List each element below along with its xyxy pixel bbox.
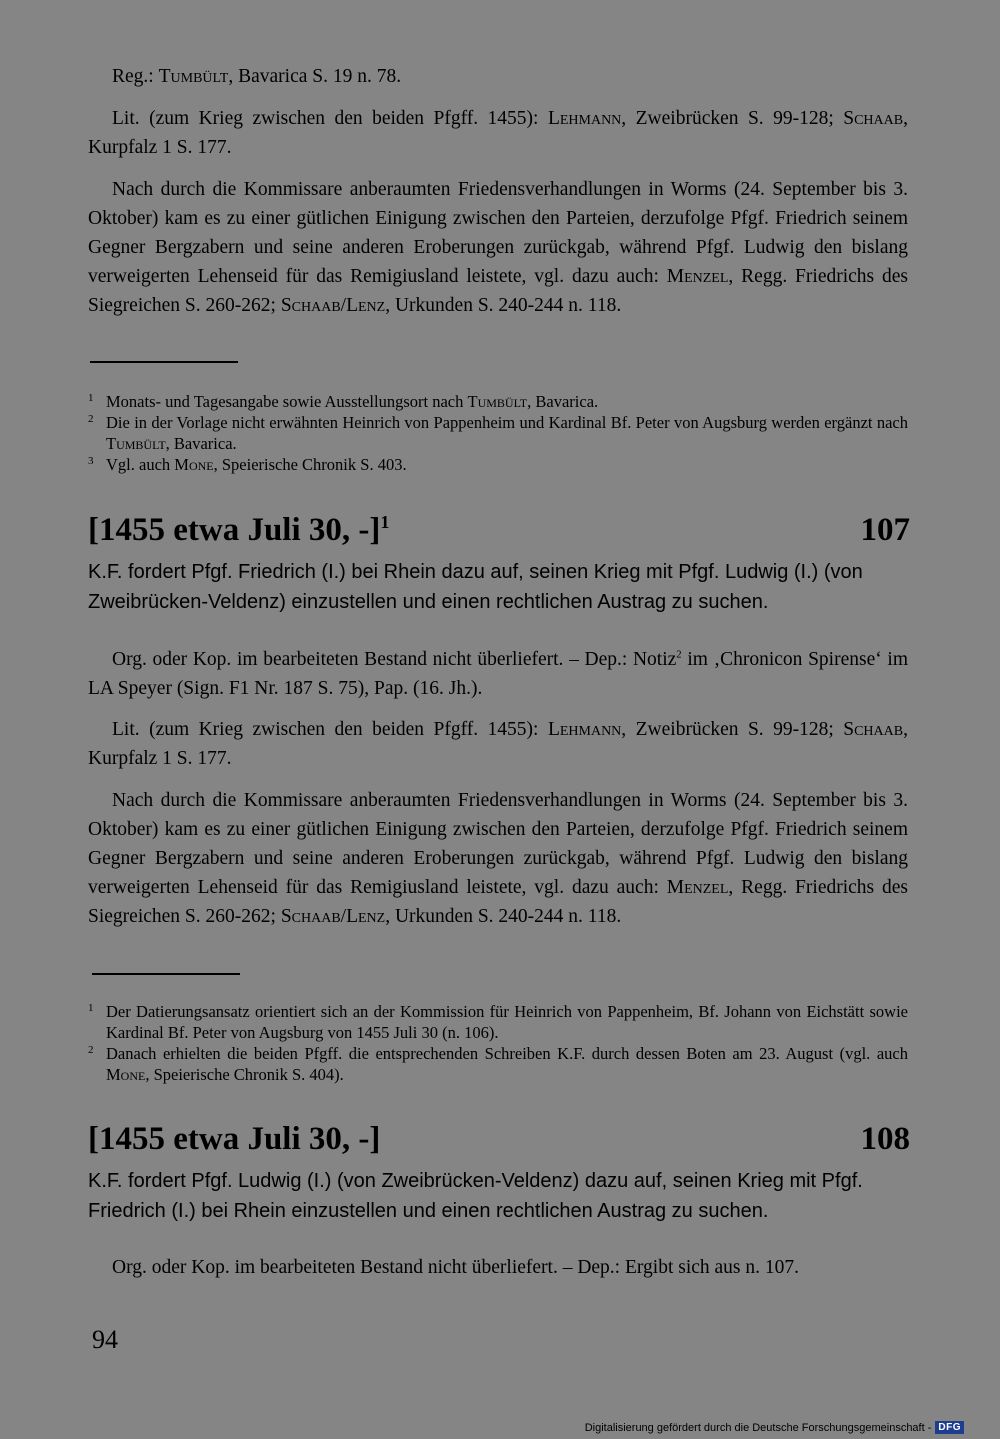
- lit-paragraph-107: Lit. (zum Krieg zwischen den beiden Pfgff. 1455): Lehmann, Zweibrücken S. 99-128; Schaab, Kurpfalz 1 S. 177.: [88, 719, 908, 769]
- reg-paragraph: Reg.: Tumbült, Bavarica S. 19 n. 78.: [112, 66, 402, 87]
- footer-text: Digitalisierung gefördert durch die Deutsche Forschungsgemeinschaft -: [584, 1421, 932, 1434]
- footnote-divider: [90, 361, 238, 363]
- dfg-logo: DFG: [935, 1421, 964, 1434]
- footnote: 1 Monats- und Tagesangabe sowie Ausstellungsort nach Tumbült, Bavarica.: [88, 392, 599, 411]
- entry-heading-107: [1455 etwa Juli 30, -]$^1$ 107: [88, 512, 910, 548]
- page-number: 94: [92, 1325, 118, 1354]
- nach-paragraph-top: Nach durch die Kommissare anberaumten Friedensverhandlungen in Worms (24. September bis 3. Oktober) kam es zu einer gütlichen Einigung zwischen den Parteien, derzufolge Pfgf. Friedrich seinem Gegner Bergzabern und seine anderen Eroberungen zurückgab, während Pfgf. Ludwig den bislang verweigerten Lehenseid für das Remigiusland leistete, vgl. dazu auch: Menzel, Regg. Friedrichs des Siegreichen S. 260-262; Schaab/Lenz, Urkunden S. 240-244 n. 118.: [88, 179, 908, 316]
- regest-108: K.F. fordert Pfgf. Ludwig (I.) (von Zweibrücken-Veldenz) dazu auf, seinen Krieg mit Pfgf. Friedrich (I.) bei Rhein einzustellen und einen rechtlichen Austrag zu suchen.: [88, 1170, 863, 1222]
- nach-paragraph-107: Nach durch die Kommissare anberaumten Friedensverhandlungen in Worms (24. September bis 3. Oktober) kam es zu einer gütlichen Einigung zwischen den Parteien, derzufolge Pfgf. Friedrich seinem Gegner Bergzabern und seine anderen Eroberungen zurückgab, während Pfgf. Ludwig den bislang verweigerten Lehenseid für das Remigiusland leistete, vgl. dazu auch: Menzel, Regg. Friedrichs des Siegreichen S. 260-262; Schaab/Lenz, Urkunden S. 240-244 n. 118.: [88, 790, 908, 927]
- org-paragraph-108: Org. oder Kop. im bearbeiteten Bestand nicht überliefert. – Dep.: Ergibt sich aus n. 107.: [112, 1257, 800, 1278]
- dfg-footer: [585, 1421, 964, 1434]
- org-paragraph-107: Org. oder Kop. im bearbeiteten Bestand nicht überliefert. – Dep.: Notiz$^2$ im ‚Chronicon Spirense‘ im LA Speyer (Sign. F1 Nr. 187 S. 75), Pap. (16. Jh.).: [88, 648, 908, 699]
- footnote: 1 Der Datierungsansatz orientiert sich an der Kommission für Heinrich von Pappenheim, Bf. Johann von Eichstätt sowie Kardinal Bf. Peter von Augsburg von 1455 Juli 30 (n. 106).: [88, 1002, 908, 1042]
- footnote-divider: [92, 973, 240, 975]
- footnote: 2 Danach erhielten die beiden Pfgff. die entsprechenden Schreiben K.F. durch dessen Boten am 23. August (vgl. auch Mone, Speierische Chronik S. 404).: [88, 1044, 908, 1084]
- footnotes-top: [88, 391, 908, 475]
- entry-heading-108: [1455 etwa Juli 30, -] 108: [88, 1121, 910, 1157]
- entry-number: 107: [860, 512, 910, 548]
- footnote: 2 Die in der Vorlage nicht erwähnten Heinrich von Pappenheim und Kardinal Bf. Peter von Augsburg werden ergänzt nach Tumbült, Bavarica.: [88, 413, 908, 453]
- regest-107: K.F. fordert Pfgf. Friedrich (I.) bei Rhein dazu auf, seinen Krieg mit Pfgf. Ludwig (I.) (von Zweibrücken-Veldenz) einzustellen und einen rechtlichen Austrag zu suchen.: [88, 561, 863, 613]
- entry-number: 108: [860, 1121, 910, 1157]
- footnote: 3 Vgl. auch Mone, Speierische Chronik S. 403.: [88, 455, 407, 474]
- lit-paragraph-top: Lit. (zum Krieg zwischen den beiden Pfgff. 1455): Lehmann, Zweibrücken S. 99-128; Schaab, Kurpfalz 1 S. 177.: [88, 108, 908, 158]
- footnotes-107: [88, 1001, 908, 1085]
